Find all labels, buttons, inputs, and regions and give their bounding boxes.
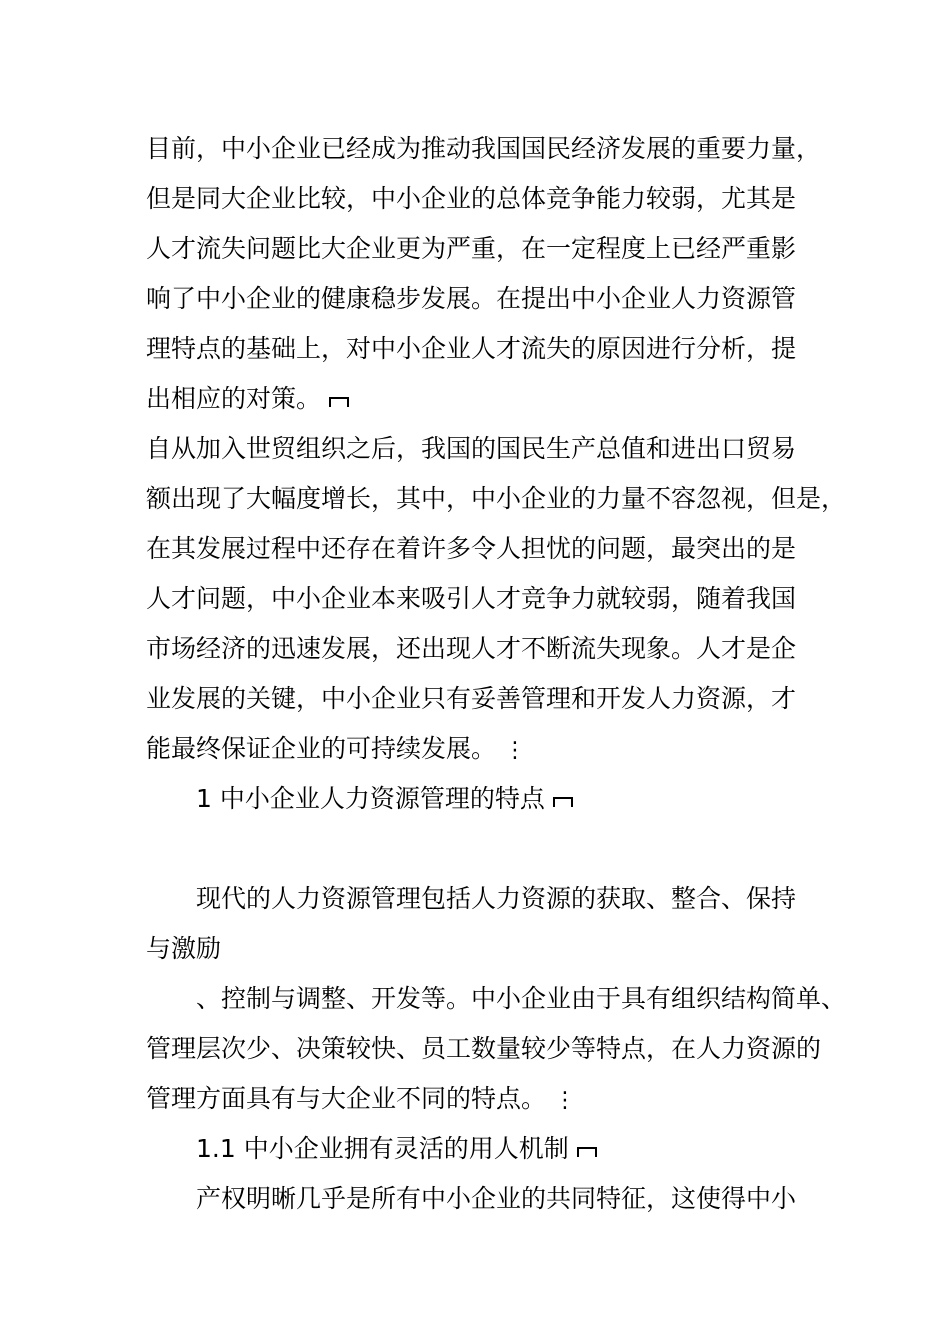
paragraph-line: 管理层次少、决策较快、员工数量较少等特点，在人力资源的: [146, 1034, 822, 1063]
paragraph-line-end: [146, 374, 818, 424]
paragraph-line: 市场经济的迅速发展，还出现人才不断流失现象。人才是企: [146, 634, 797, 663]
paragraph-line: 但是同大企业比较，中小企业的总体竞争能力较弱，尤其是: [146, 184, 797, 213]
paragraph-line: 理特点的基础上，对中小企业人才流失的原因进行分析，提: [146, 334, 797, 363]
document-page: [146, 124, 847, 1224]
paragraph-line: 、控制与调整、开发等。中小企业由于具有组织结构简单、: [196, 984, 847, 1013]
paragraph-line-end: [146, 1074, 818, 1124]
paragraph-line: 响了中小企业的健康稳步发展。在提出中小企业人力资源管: [146, 284, 797, 313]
dots-mark-icon: ⋮: [554, 1088, 577, 1113]
paragraph-mark-icon: [329, 397, 349, 407]
paragraph-text: 能最终保证企业的可持续发展。: [146, 734, 497, 763]
blank-line: [146, 824, 818, 874]
paragraph-mark-icon: [577, 1147, 597, 1157]
paragraph-line: 目前，中小企业已经成为推动我国国民经济发展的重要力量，: [146, 134, 822, 163]
paragraph-line: 与激励: [146, 934, 222, 963]
paragraph-line: 人才流失问题比大企业更为严重，在一定程度上已经严重影: [146, 234, 797, 263]
paragraph-line: 人才问题，中小企业本来吸引人才竞争力就较弱，随着我国: [146, 584, 797, 613]
paragraph-line: 业发展的关键，中小企业只有妥善管理和开发人力资源，才: [146, 684, 797, 713]
paragraph-text: 管理方面具有与大企业不同的特点。: [146, 1084, 547, 1113]
paragraph-line: 现代的人力资源管理包括人力资源的获取、整合、保持: [196, 884, 797, 913]
section-heading-1-1: [146, 1124, 818, 1174]
paragraph-line: 在其发展过程中还存在着许多令人担忧的问题，最突出的是: [146, 534, 797, 563]
section-heading-1: [146, 774, 818, 824]
paragraph-line: 自从加入世贸组织之后，我国的国民生产总值和进出口贸易: [146, 434, 797, 463]
paragraph-line: 额出现了大幅度增长，其中，中小企业的力量不容忽视，但是，: [146, 484, 847, 513]
paragraph-text: 出相应的对策。: [146, 384, 322, 413]
paragraph-line-end: [146, 724, 818, 774]
heading-text: 1 中小企业人力资源管理的特点: [196, 784, 545, 813]
paragraph-line: 产权明晰几乎是所有中小企业的共同特征，这使得中小: [196, 1184, 797, 1213]
heading-text: 1.1 中小企业拥有灵活的用人机制: [196, 1134, 569, 1163]
dots-mark-icon: ⋮: [504, 738, 527, 763]
paragraph-mark-icon: [553, 797, 573, 807]
